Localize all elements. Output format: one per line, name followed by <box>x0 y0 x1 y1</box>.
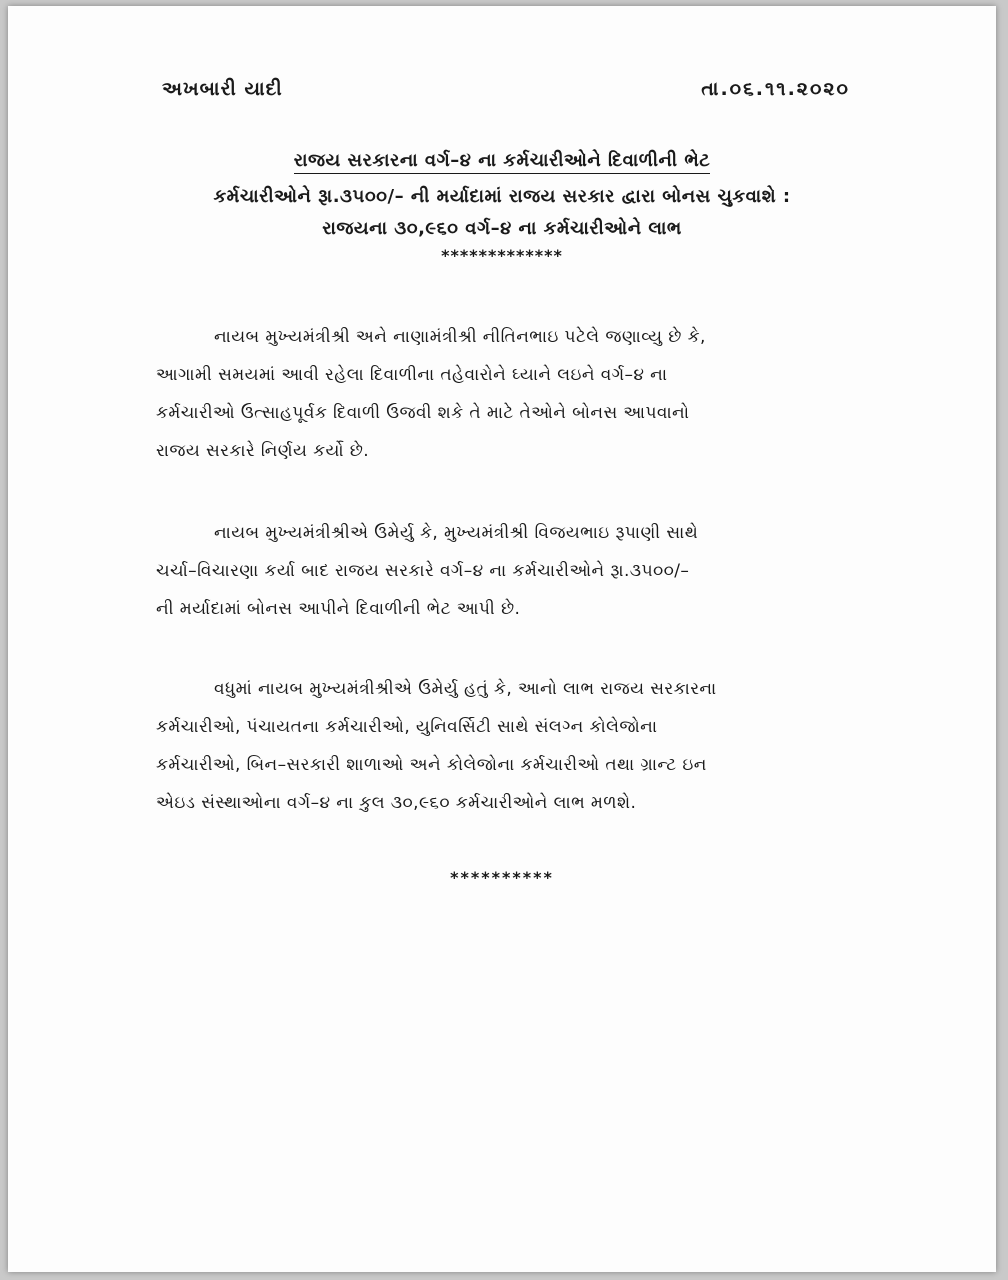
paragraph-line: કર્મચારીઓ, પંચાયતના કર્મચારીઓ, યુનિવર્સિટી સાથે સંલગ્ન કોલેજોના <box>156 717 658 737</box>
paragraph-line: ચર્ચા–વિચારણા કર્યા બાદ રાજય સરકારે વર્ગ–૪ ના કર્મચારીઓને રૂા.૩૫૦૦/– <box>156 561 690 581</box>
headline-main <box>8 150 996 171</box>
paragraph-3 <box>156 670 856 822</box>
paragraph-line: એઇડ સંસ્થાઓના વર્ગ–૪ ના કુલ ૩૦,૯૬૦ કર્મચારીઓને લાભ મળશે. <box>156 793 637 813</box>
press-release-header <box>8 78 996 110</box>
headline-sub-1: કર્મચારીઓને રૂા.૩૫૦૦/– ની મર્યાદામાં રાજય સરકાર દ્વારા બોનસ ચુકવાશે : <box>213 186 791 207</box>
headline-sub-2: રાજયના ૩૦,૯૬૦ વર્ગ–૪ ના કર્મચારીઓને લાભ <box>322 218 682 239</box>
paragraph-line: કર્મચારીઓ, બિન–સરકારી શાળાઓ અને કોલેજોના કર્મચારીઓ તથા ગ્રાન્ટ ઇન <box>156 755 707 775</box>
paragraph-line: નાયબ મુખ્યમંત્રીશ્રીએ ઉમેર્યુ કે, મુખ્યમંત્રીશ્રી વિજયભાઇ રૂપાણી સાથે <box>214 523 699 543</box>
paragraph-2 <box>156 514 856 628</box>
separator-bottom: ********** <box>450 868 554 887</box>
paragraph-line: નાયબ મુખ્યમંત્રીશ્રી અને નાણામંત્રીશ્રી નીતિનભાઇ પટેલે જણાવ્યુ છે કે, <box>214 327 706 347</box>
separator-top: ************* <box>441 246 563 265</box>
paragraph-line: કર્મચારીઓ ઉત્સાહપૂર્વક દિવાળી ઉજવી શકે તે માટે તેઓને બોનસ આપવાનો <box>156 403 690 423</box>
headline-main-text: રાજય સરકારના વર્ગ–૪ ના કર્મચારીઓને દિવાળીની ભેટ <box>294 150 710 174</box>
release-date: તા.૦૬.૧૧.૨૦૨૦ <box>701 78 850 100</box>
press-release-page <box>8 6 996 1272</box>
paragraph-line: ની મર્યાદામાં બોનસ આપીને દિવાળીની ભેટ આપી છે. <box>156 599 521 619</box>
press-release-label: અખબારી યાદી <box>162 78 283 100</box>
paragraph-line: રાજય સરકારે નિર્ણય કર્યો છે. <box>156 441 370 461</box>
paragraph-line: આગામી સમયમાં આવી રહેલા દિવાળીના તહેવારોને ઘ્યાને લઇને વર્ગ–૪ ના <box>156 365 668 385</box>
paragraph-line: વધુમાં નાયબ મુખ્યમંત્રીશ્રીએ ઉમેર્યુ હતું કે, આનો લાભ રાજય સરકારના <box>214 679 717 699</box>
paragraph-1 <box>156 318 856 470</box>
